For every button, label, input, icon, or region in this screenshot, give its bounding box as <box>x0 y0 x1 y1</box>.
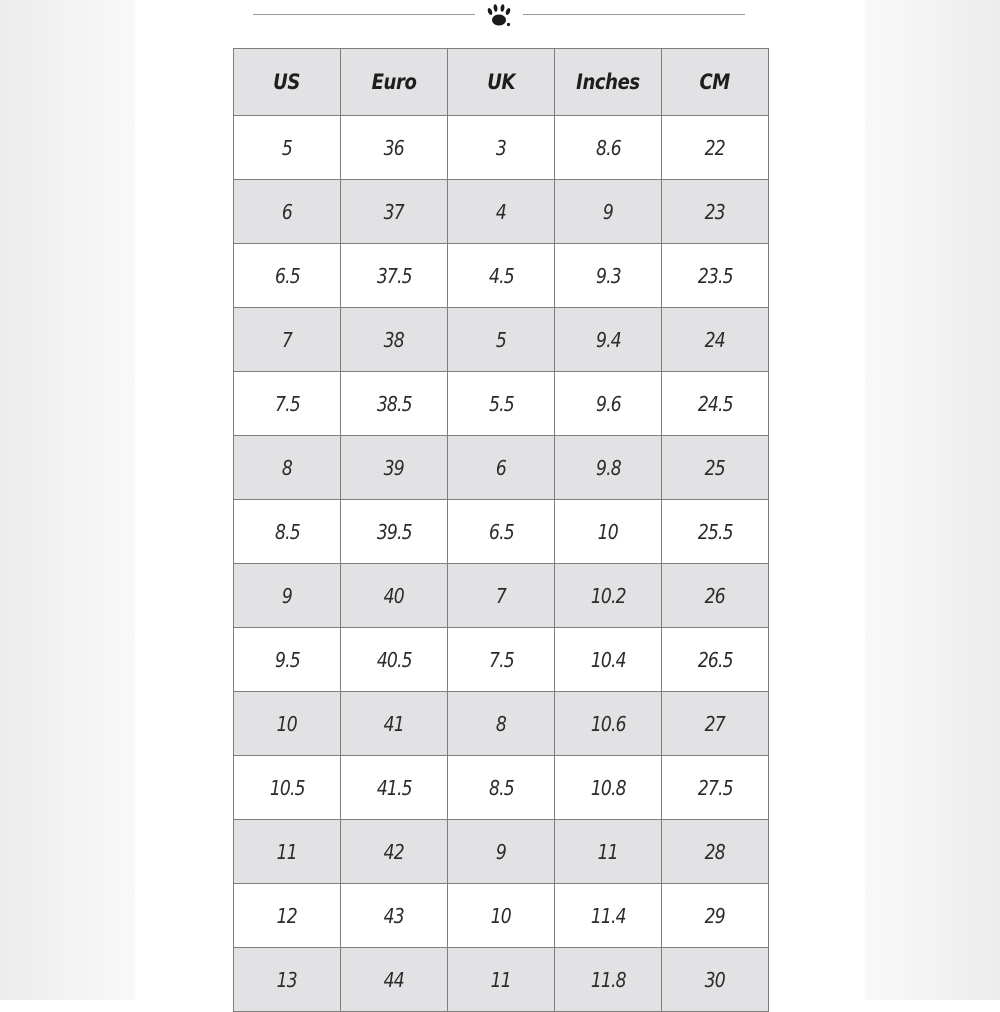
cell-us <box>234 308 341 372</box>
cell-value: 23 <box>704 199 726 224</box>
paw-icon <box>484 2 514 28</box>
cell-inches <box>555 116 662 180</box>
cell-euro <box>341 436 448 500</box>
cell-value: 6 <box>281 199 293 224</box>
cell-cm <box>662 436 769 500</box>
cell-us <box>234 436 341 500</box>
column-header-uk <box>448 49 555 116</box>
cell-value: 9.8 <box>595 455 621 480</box>
cell-value: 37.5 <box>376 263 412 288</box>
cell-inches <box>555 244 662 308</box>
cell-value: 7.5 <box>488 647 514 672</box>
cell-value: 12 <box>276 903 298 928</box>
cell-value: 24 <box>704 327 726 352</box>
cell-euro <box>341 500 448 564</box>
cell-cm <box>662 756 769 820</box>
cell-uk <box>448 756 555 820</box>
cell-inches <box>555 820 662 884</box>
cell-uk <box>448 244 555 308</box>
cell-uk <box>448 436 555 500</box>
cell-cm <box>662 372 769 436</box>
cell-value: 9.3 <box>595 263 621 288</box>
cell-us <box>234 500 341 564</box>
cell-value: 10.2 <box>590 583 626 608</box>
cell-us <box>234 116 341 180</box>
cell-value: 11.8 <box>590 967 626 992</box>
table-row <box>234 372 769 436</box>
left-margin <box>0 0 135 1000</box>
cell-value: 28 <box>704 839 726 864</box>
header-divider-right <box>523 14 745 15</box>
cell-value: 8 <box>281 455 293 480</box>
cell-value: 39.5 <box>376 519 412 544</box>
table-row <box>234 564 769 628</box>
cell-cm <box>662 948 769 1012</box>
cell-value: 10 <box>597 519 619 544</box>
table-row <box>234 628 769 692</box>
cell-uk <box>448 564 555 628</box>
table-row <box>234 692 769 756</box>
cell-us <box>234 180 341 244</box>
cell-value: 13 <box>276 967 298 992</box>
header-divider-left <box>253 14 475 15</box>
table-row <box>234 500 769 564</box>
cell-uk <box>448 692 555 756</box>
cell-value: 7 <box>281 327 293 352</box>
column-header-euro <box>341 49 448 116</box>
cell-value: 29 <box>704 903 726 928</box>
cell-inches <box>555 372 662 436</box>
cell-value: 5.5 <box>488 391 514 416</box>
cell-value: 11.4 <box>590 903 626 928</box>
column-header-label: CM <box>699 70 731 94</box>
cell-value: 9 <box>281 583 293 608</box>
cell-value: 5 <box>495 327 507 352</box>
cell-euro <box>341 884 448 948</box>
cell-inches <box>555 884 662 948</box>
cell-us <box>234 628 341 692</box>
cell-value: 6 <box>495 455 507 480</box>
cell-uk <box>448 628 555 692</box>
column-header-inches <box>555 49 662 116</box>
cell-value: 10 <box>490 903 512 928</box>
cell-euro <box>341 308 448 372</box>
cell-value: 40 <box>383 583 405 608</box>
cell-value: 5 <box>281 135 293 160</box>
column-header-cm <box>662 49 769 116</box>
cell-value: 10 <box>276 711 298 736</box>
cell-value: 7.5 <box>274 391 300 416</box>
cell-value: 24.5 <box>697 391 733 416</box>
cell-value: 6.5 <box>274 263 300 288</box>
cell-us <box>234 692 341 756</box>
cell-value: 11 <box>276 839 298 864</box>
cell-euro <box>341 116 448 180</box>
cell-uk <box>448 308 555 372</box>
cell-value: 41.5 <box>376 775 412 800</box>
cell-cm <box>662 180 769 244</box>
cell-euro <box>341 372 448 436</box>
cell-value: 3 <box>495 135 507 160</box>
cell-value: 38.5 <box>376 391 412 416</box>
cell-cm <box>662 500 769 564</box>
cell-us <box>234 564 341 628</box>
cell-value: 27 <box>704 711 726 736</box>
cell-inches <box>555 692 662 756</box>
table-row <box>234 436 769 500</box>
cell-value: 44 <box>383 967 405 992</box>
cell-value: 39 <box>383 455 405 480</box>
cell-value: 40.5 <box>376 647 412 672</box>
cell-inches <box>555 756 662 820</box>
header-row <box>234 49 769 116</box>
column-header-label: Euro <box>371 70 417 94</box>
cell-value: 36 <box>383 135 405 160</box>
cell-euro <box>341 948 448 1012</box>
cell-value: 22 <box>704 135 726 160</box>
cell-cm <box>662 244 769 308</box>
table-row <box>234 308 769 372</box>
cell-us <box>234 372 341 436</box>
cell-euro <box>341 180 448 244</box>
column-header-label: US <box>273 70 301 94</box>
cell-cm <box>662 308 769 372</box>
cell-value: 8 <box>495 711 507 736</box>
cell-value: 23.5 <box>697 263 733 288</box>
cell-us <box>234 820 341 884</box>
cell-inches <box>555 180 662 244</box>
cell-value: 37 <box>383 199 405 224</box>
table-row <box>234 948 769 1012</box>
cell-inches <box>555 628 662 692</box>
cell-value: 9 <box>495 839 507 864</box>
table-row <box>234 180 769 244</box>
cell-value: 9 <box>602 199 614 224</box>
cell-inches <box>555 308 662 372</box>
cell-us <box>234 244 341 308</box>
cell-us <box>234 884 341 948</box>
cell-value: 8.5 <box>274 519 300 544</box>
cell-cm <box>662 884 769 948</box>
cell-cm <box>662 692 769 756</box>
cell-value: 26.5 <box>697 647 733 672</box>
table-row <box>234 756 769 820</box>
cell-value: 43 <box>383 903 405 928</box>
column-header-label: Inches <box>576 70 640 94</box>
cell-uk <box>448 116 555 180</box>
cell-value: 8.6 <box>595 135 621 160</box>
cell-value: 38 <box>383 327 405 352</box>
cell-value: 25.5 <box>697 519 733 544</box>
cell-value: 9.5 <box>274 647 300 672</box>
column-header-label: UK <box>487 70 515 94</box>
table-row <box>234 244 769 308</box>
cell-value: 10.5 <box>269 775 305 800</box>
table-row <box>234 116 769 180</box>
cell-value: 30 <box>704 967 726 992</box>
cell-cm <box>662 564 769 628</box>
cell-us <box>234 756 341 820</box>
table-row <box>234 820 769 884</box>
cell-value: 4.5 <box>488 263 514 288</box>
cell-us <box>234 948 341 1012</box>
cell-euro <box>341 564 448 628</box>
cell-value: 25 <box>704 455 726 480</box>
cell-euro <box>341 244 448 308</box>
right-margin <box>865 0 1000 1000</box>
cell-uk <box>448 180 555 244</box>
cell-value: 11 <box>490 967 512 992</box>
cell-value: 4 <box>495 199 507 224</box>
cell-value: 10.6 <box>590 711 626 736</box>
cell-cm <box>662 116 769 180</box>
cell-inches <box>555 500 662 564</box>
size-chart-table <box>233 48 769 1012</box>
cell-inches <box>555 948 662 1012</box>
cell-value: 8.5 <box>488 775 514 800</box>
cell-value: 42 <box>383 839 405 864</box>
cell-value: 41 <box>383 711 405 736</box>
cell-value: 10.4 <box>590 647 626 672</box>
cell-uk <box>448 948 555 1012</box>
column-header-us <box>234 49 341 116</box>
cell-value: 26 <box>704 583 726 608</box>
cell-value: 11 <box>597 839 619 864</box>
cell-uk <box>448 372 555 436</box>
cell-value: 27.5 <box>697 775 733 800</box>
cell-value: 6.5 <box>488 519 514 544</box>
cell-uk <box>448 500 555 564</box>
size-chart <box>233 48 769 1012</box>
cell-euro <box>341 756 448 820</box>
table-row <box>234 884 769 948</box>
cell-inches <box>555 564 662 628</box>
cell-cm <box>662 820 769 884</box>
cell-cm <box>662 628 769 692</box>
cell-value: 7 <box>495 583 507 608</box>
cell-inches <box>555 436 662 500</box>
cell-euro <box>341 628 448 692</box>
table-body <box>234 116 769 1012</box>
cell-euro <box>341 692 448 756</box>
cell-value: 9.4 <box>595 327 621 352</box>
cell-uk <box>448 884 555 948</box>
cell-value: 10.8 <box>590 775 626 800</box>
cell-uk <box>448 820 555 884</box>
cell-euro <box>341 820 448 884</box>
cell-value: 9.6 <box>595 391 621 416</box>
